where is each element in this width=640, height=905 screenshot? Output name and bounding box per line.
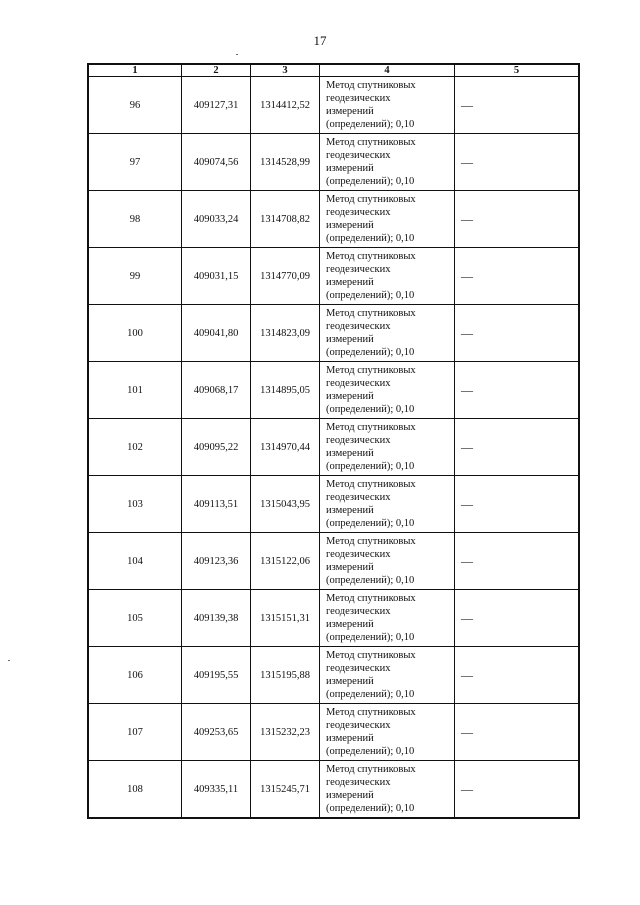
table-row bbox=[89, 704, 579, 761]
method-cell bbox=[320, 419, 455, 476]
y-coordinate-cell: 1314528,99 bbox=[251, 134, 320, 191]
page-number: 17 bbox=[313, 33, 327, 48]
method-cell bbox=[320, 590, 455, 647]
method-line: Метод спутниковых bbox=[326, 80, 416, 91]
x-coordinate-cell: 409253,65 bbox=[182, 704, 251, 761]
table-row bbox=[89, 191, 579, 248]
method-line: измерений bbox=[326, 619, 374, 630]
y-coordinate-cell: 1314708,82 bbox=[251, 191, 320, 248]
method-cell bbox=[320, 77, 455, 134]
dash-mark: — bbox=[461, 610, 473, 625]
method-line: Метод спутниковых bbox=[326, 251, 416, 262]
scan-speck bbox=[236, 54, 238, 55]
method-line: Метод спутниковых bbox=[326, 650, 416, 661]
table-row bbox=[89, 761, 579, 818]
column-header-method: 4 bbox=[320, 65, 455, 77]
method-line: измерений bbox=[326, 334, 374, 345]
table-row bbox=[89, 134, 579, 191]
method-line: (определений); 0,10 bbox=[326, 119, 415, 130]
method-cell bbox=[320, 647, 455, 704]
method-line: геодезических bbox=[326, 150, 391, 161]
point-number-cell: 101 bbox=[89, 362, 182, 419]
y-coordinate-cell: 1315122,06 bbox=[251, 533, 320, 590]
method-line: (определений); 0,10 bbox=[326, 518, 415, 529]
method-line: (определений); 0,10 bbox=[326, 575, 415, 586]
method-cell bbox=[320, 533, 455, 590]
method-line: геодезических bbox=[326, 492, 391, 503]
y-coordinate-cell: 1315151,31 bbox=[251, 590, 320, 647]
point-number-cell: 105 bbox=[89, 590, 182, 647]
method-line: Метод спутниковых bbox=[326, 365, 416, 376]
note-cell bbox=[455, 419, 579, 476]
table-row bbox=[89, 647, 579, 704]
method-cell bbox=[320, 248, 455, 305]
method-line: геодезических bbox=[326, 264, 391, 275]
x-coordinate-cell: 409123,36 bbox=[182, 533, 251, 590]
note-cell bbox=[455, 248, 579, 305]
x-coordinate-cell: 409127,31 bbox=[182, 77, 251, 134]
point-number-cell: 108 bbox=[89, 761, 182, 818]
method-line: геодезических bbox=[326, 378, 391, 389]
point-number-cell: 96 bbox=[89, 77, 182, 134]
note-cell bbox=[455, 134, 579, 191]
point-number-cell: 99 bbox=[89, 248, 182, 305]
table-row bbox=[89, 362, 579, 419]
note-cell bbox=[455, 77, 579, 134]
table-body bbox=[89, 77, 579, 818]
method-line: измерений bbox=[326, 391, 374, 402]
y-coordinate-cell: 1314895,05 bbox=[251, 362, 320, 419]
scan-speck bbox=[8, 660, 10, 661]
point-number-cell: 106 bbox=[89, 647, 182, 704]
method-line: измерений bbox=[326, 106, 374, 117]
method-line: (определений); 0,10 bbox=[326, 233, 415, 244]
y-coordinate-cell: 1314770,09 bbox=[251, 248, 320, 305]
point-number-cell: 107 bbox=[89, 704, 182, 761]
method-line: (определений); 0,10 bbox=[326, 803, 415, 814]
method-line: (определений); 0,10 bbox=[326, 176, 415, 187]
table-row bbox=[89, 248, 579, 305]
y-coordinate-cell: 1314823,09 bbox=[251, 305, 320, 362]
table-row bbox=[89, 476, 579, 533]
note-cell bbox=[455, 305, 579, 362]
column-header-number: 1 bbox=[89, 65, 182, 77]
method-line: (определений); 0,10 bbox=[326, 461, 415, 472]
method-line: измерений bbox=[326, 277, 374, 288]
method-cell bbox=[320, 305, 455, 362]
method-line: Метод спутниковых bbox=[326, 422, 416, 433]
dash-mark: — bbox=[461, 211, 473, 226]
method-line: Метод спутниковых bbox=[326, 764, 416, 775]
y-coordinate-cell: 1314970,44 bbox=[251, 419, 320, 476]
point-number-cell: 98 bbox=[89, 191, 182, 248]
dash-mark: — bbox=[461, 724, 473, 739]
point-number-cell: 100 bbox=[89, 305, 182, 362]
note-cell bbox=[455, 476, 579, 533]
method-line: измерений bbox=[326, 790, 374, 801]
dash-mark: — bbox=[461, 439, 473, 454]
x-coordinate-cell: 409033,24 bbox=[182, 191, 251, 248]
method-line: измерений bbox=[326, 505, 374, 516]
table-row bbox=[89, 419, 579, 476]
x-coordinate-cell: 409041,80 bbox=[182, 305, 251, 362]
method-line: (определений); 0,10 bbox=[326, 404, 415, 415]
method-line: измерений bbox=[326, 448, 374, 459]
x-coordinate-cell: 409113,51 bbox=[182, 476, 251, 533]
y-coordinate-cell: 1315232,23 bbox=[251, 704, 320, 761]
table-row bbox=[89, 77, 579, 134]
column-header-y: 3 bbox=[251, 65, 320, 77]
dash-mark: — bbox=[461, 97, 473, 112]
method-line: геодезических bbox=[326, 663, 391, 674]
note-cell bbox=[455, 533, 579, 590]
dash-mark: — bbox=[461, 325, 473, 340]
method-line: Метод спутниковых bbox=[326, 593, 416, 604]
y-coordinate-cell: 1315043,95 bbox=[251, 476, 320, 533]
method-line: Метод спутниковых bbox=[326, 707, 416, 718]
x-coordinate-cell: 409095,22 bbox=[182, 419, 251, 476]
dash-mark: — bbox=[461, 496, 473, 511]
point-number-cell: 103 bbox=[89, 476, 182, 533]
x-coordinate-cell: 409074,56 bbox=[182, 134, 251, 191]
method-line: Метод спутниковых bbox=[326, 479, 416, 490]
dash-mark: — bbox=[461, 382, 473, 397]
method-cell bbox=[320, 191, 455, 248]
method-line: измерений bbox=[326, 220, 374, 231]
method-cell bbox=[320, 362, 455, 419]
method-cell bbox=[320, 761, 455, 818]
method-line: Метод спутниковых bbox=[326, 194, 416, 205]
method-line: измерений bbox=[326, 676, 374, 687]
dash-mark: — bbox=[461, 553, 473, 568]
method-cell bbox=[320, 476, 455, 533]
y-coordinate-cell: 1315245,71 bbox=[251, 761, 320, 818]
note-cell bbox=[455, 191, 579, 248]
column-header-note: 5 bbox=[455, 65, 579, 77]
coordinates-table bbox=[88, 64, 579, 818]
point-number-cell: 104 bbox=[89, 533, 182, 590]
y-coordinate-cell: 1314412,52 bbox=[251, 77, 320, 134]
x-coordinate-cell: 409068,17 bbox=[182, 362, 251, 419]
note-cell bbox=[455, 362, 579, 419]
method-line: геодезических bbox=[326, 549, 391, 560]
method-line: геодезических bbox=[326, 606, 391, 617]
table-header-row bbox=[89, 65, 579, 77]
method-line: (определений); 0,10 bbox=[326, 746, 415, 757]
column-header-x: 2 bbox=[182, 65, 251, 77]
method-line: Метод спутниковых bbox=[326, 137, 416, 148]
method-line: геодезических bbox=[326, 93, 391, 104]
table-row bbox=[89, 590, 579, 647]
method-line: геодезических bbox=[326, 777, 391, 788]
method-line: геодезических bbox=[326, 321, 391, 332]
dash-mark: — bbox=[461, 154, 473, 169]
x-coordinate-cell: 409335,11 bbox=[182, 761, 251, 818]
method-line: измерений bbox=[326, 163, 374, 174]
method-line: геодезических bbox=[326, 720, 391, 731]
method-line: (определений); 0,10 bbox=[326, 632, 415, 643]
note-cell bbox=[455, 590, 579, 647]
method-line: геодезических bbox=[326, 207, 391, 218]
y-coordinate-cell: 1315195,88 bbox=[251, 647, 320, 704]
method-line: измерений bbox=[326, 562, 374, 573]
dash-mark: — bbox=[461, 268, 473, 283]
point-number-cell: 102 bbox=[89, 419, 182, 476]
dash-mark: — bbox=[461, 667, 473, 682]
x-coordinate-cell: 409139,38 bbox=[182, 590, 251, 647]
point-number-cell: 97 bbox=[89, 134, 182, 191]
method-line: Метод спутниковых bbox=[326, 536, 416, 547]
method-line: геодезических bbox=[326, 435, 391, 446]
method-line: (определений); 0,10 bbox=[326, 689, 415, 700]
note-cell bbox=[455, 761, 579, 818]
x-coordinate-cell: 409031,15 bbox=[182, 248, 251, 305]
dash-mark: — bbox=[461, 781, 473, 796]
method-cell bbox=[320, 134, 455, 191]
note-cell bbox=[455, 647, 579, 704]
x-coordinate-cell: 409195,55 bbox=[182, 647, 251, 704]
note-cell bbox=[455, 704, 579, 761]
method-line: измерений bbox=[326, 733, 374, 744]
method-line: (определений); 0,10 bbox=[326, 290, 415, 301]
method-cell bbox=[320, 704, 455, 761]
method-line: Метод спутниковых bbox=[326, 308, 416, 319]
table-row bbox=[89, 533, 579, 590]
table-row bbox=[89, 305, 579, 362]
method-line: (определений); 0,10 bbox=[326, 347, 415, 358]
